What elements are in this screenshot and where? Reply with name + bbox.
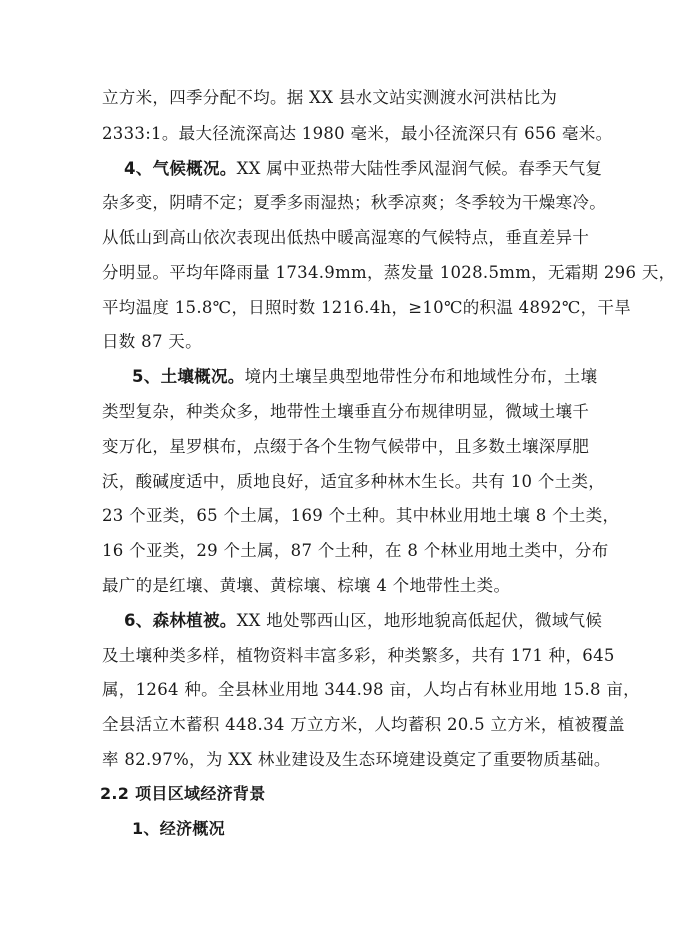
text-span: 境内土壤呈典型地带性分布和地域性分布，土壤 <box>244 367 598 386</box>
climate-paragraph-first-line <box>124 157 603 181</box>
forest-heading: 6、森林植被。 <box>124 611 237 630</box>
soil-heading: 5、土壤概况。 <box>132 367 245 386</box>
text-span: XX 地处鄂西山区，地形地貌高低起伏，微域气候 <box>236 611 603 630</box>
text-line: 分明显。平均年降雨量 1734.9mm，蒸发量 1028.5mm，无霜期 296 天， <box>102 263 675 282</box>
text-line: 立方米，四季分配不均。据 XX 县水文站实测渡水河洪枯比为 <box>102 88 558 107</box>
climate-heading: 4、气候概况。 <box>124 159 237 178</box>
text-line: 最广的是红壤、黄壤、黄棕壤、棕壤 4 个地带性土类。 <box>102 576 511 595</box>
text-line: 平均温度 15.8℃，日照时数 1216.4h，≥10℃的积温 4892℃，干旱 <box>102 298 632 317</box>
section-heading-2-2: 2.2 项目区域经济背景 <box>100 784 266 803</box>
text-line: 及土壤种类多样，植物资料丰富多彩，种类繁多，共有 171 种，645 <box>102 646 615 665</box>
text-line: 率 82.97%，为 XX 林业建设及生态环境建设奠定了重要物质基础。 <box>102 750 611 769</box>
forest-paragraph-first-line <box>124 609 603 633</box>
text-line: 变万化，星罗棋布，点缀于各个生物气候带中，且多数土壤深厚肥 <box>102 437 590 456</box>
text-line: 2333:1。最大径流深高达 1980 毫米，最小径流深只有 656 毫米。 <box>102 124 613 143</box>
text-line: 类型复杂，种类众多，地带性土壤垂直分布规律明显，微域土壤千 <box>102 402 590 421</box>
text-line: 杂多变，阴晴不定；夏季多雨湿热；秋季凉爽；冬季较为干燥寒冷。 <box>102 193 606 212</box>
soil-paragraph-first-line <box>132 365 598 389</box>
text-line: 从低山到高山依次表现出低热中暖高湿寒的气候特点，垂直差异十 <box>102 228 590 247</box>
text-span: XX 属中亚热带大陆性季风湿润气候。春季天气复 <box>236 159 603 178</box>
text-line: 沃，酸碱度适中，质地良好，适宜多种林木生长。共有 10 个土类， <box>102 472 606 491</box>
text-line: 属，1264 种。全县林业用地 344.98 亩，人均占有林业用地 15.8 亩， <box>102 680 640 699</box>
text-line: 全县活立木蓄积 448.34 万立方米，人均蓄积 20.5 立方米，植被覆盖 <box>102 715 625 734</box>
text-line: 16 个亚类，29 个土属，87 个土种，在 8 个林业用地土类中，分布 <box>102 541 609 560</box>
economy-heading: 1、经济概况 <box>132 819 225 838</box>
text-line: 23 个亚类，65 个土属，169 个土种。其中林业用地土壤 8 个土类， <box>102 506 620 525</box>
text-line: 日数 87 天。 <box>102 332 202 351</box>
